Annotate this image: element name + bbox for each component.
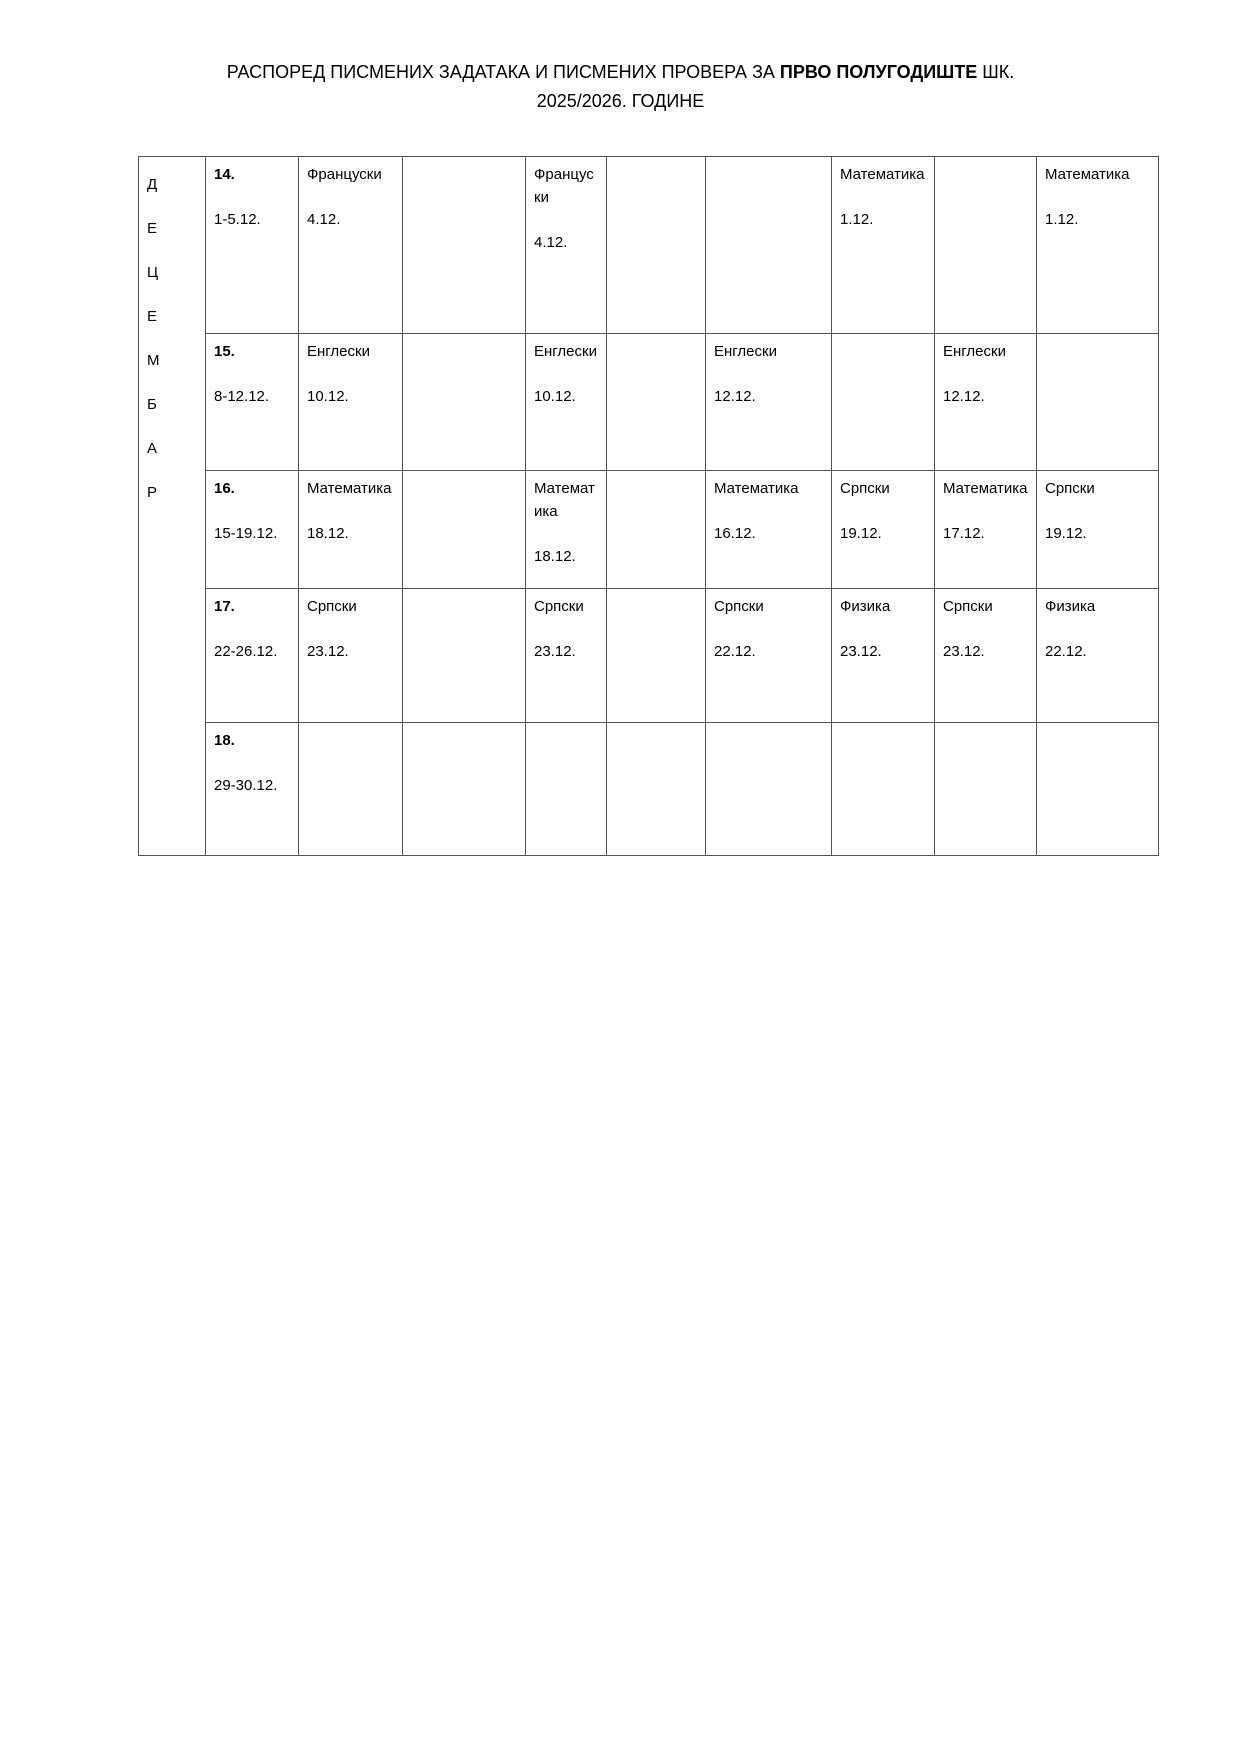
subject-label [1045, 340, 1150, 363]
title-prefix: РАСПОРЕД ПИСМЕНИХ ЗАДАТАКА И ПИСМЕНИХ ПРОВЕРА ЗА [226, 62, 780, 82]
schedule-table [138, 156, 1159, 856]
schedule-cell [832, 334, 935, 471]
subject-label: Математика [1045, 166, 1130, 183]
schedule-cell [706, 589, 832, 723]
schedule-cell [299, 589, 403, 723]
schedule-cell [299, 471, 403, 589]
subject-label [307, 729, 394, 752]
week-range: 15-19.12. [214, 525, 278, 542]
schedule-cell [607, 334, 706, 471]
date-label: 22.12. [714, 643, 756, 660]
month-letter: Д [147, 176, 158, 193]
schedule-cell [935, 471, 1037, 589]
subject-label [1045, 729, 1150, 752]
schedule-cell [935, 723, 1037, 856]
page-title [0, 58, 1241, 116]
date-label: 22.12. [1045, 643, 1087, 660]
month-letter: Е [147, 220, 158, 237]
schedule-cell [299, 157, 403, 334]
title-bold-segment: ПРВО ПОЛУГОДИШТЕ [779, 62, 978, 82]
subject-label: Математика [943, 480, 1028, 497]
date-label: 1.12. [1045, 211, 1079, 228]
subject-label [411, 595, 517, 618]
schedule-cell [706, 334, 832, 471]
subject-label [411, 340, 517, 363]
subject-label [615, 729, 697, 752]
date-label: 18.12. [307, 525, 349, 542]
week-range: 1-5.12. [214, 211, 261, 228]
subject-label: Енглески [943, 343, 1006, 360]
subject-label [943, 163, 1028, 186]
schedule-cell [1037, 723, 1159, 856]
week-number: 15. [214, 343, 235, 360]
month-letter: Р [147, 484, 158, 501]
title-suffix: ШК. [977, 62, 1015, 82]
schedule-cell [935, 334, 1037, 471]
month-letter: М [147, 352, 160, 369]
subject-label: Физика [840, 598, 891, 615]
month-letter: А [147, 440, 158, 457]
subject-label: Математика [840, 166, 925, 183]
subject-label: Српски [307, 598, 357, 615]
subject-label: Математика [307, 480, 392, 497]
date-label: 12.12. [943, 388, 985, 405]
schedule-cell [526, 471, 607, 589]
page-title-line1 [0, 58, 1241, 87]
week-range: 8-12.12. [214, 388, 270, 405]
schedule-cell [706, 471, 832, 589]
month-letter: Ц [147, 264, 159, 281]
schedule-cell [299, 723, 403, 856]
subject-label [943, 729, 1028, 752]
schedule-cell [832, 471, 935, 589]
subject-label: Енглески [534, 343, 597, 360]
subject-label: Српски [943, 598, 993, 615]
week-number: 14. [214, 166, 235, 183]
subject-label: Српски [534, 598, 584, 615]
schedule-cell [1037, 471, 1159, 589]
subject-label [615, 340, 697, 363]
date-label: 17.12. [943, 525, 985, 542]
table-row [139, 334, 1159, 471]
schedule-cell [526, 334, 607, 471]
table-row [139, 589, 1159, 723]
schedule-cell [1037, 334, 1159, 471]
week-cell [206, 471, 299, 589]
week-cell [206, 334, 299, 471]
subject-label [534, 729, 598, 752]
subject-label: Српски [840, 480, 890, 497]
date-label: 18.12. [534, 548, 576, 565]
month-cell [139, 157, 206, 856]
date-label: 23.12. [307, 643, 349, 660]
schedule-cell [526, 157, 607, 334]
subject-label [714, 163, 823, 186]
schedule-cell [607, 157, 706, 334]
date-label: 12.12. [714, 388, 756, 405]
schedule-cell [403, 589, 526, 723]
subject-label: Физика [1045, 598, 1096, 615]
date-label: 16.12. [714, 525, 756, 542]
schedule-cell [607, 723, 706, 856]
subject-label: Француски [307, 166, 382, 183]
date-label: 19.12. [1045, 525, 1087, 542]
subject-label [411, 729, 517, 752]
subject-label: Математика [714, 480, 799, 497]
week-range: 22-26.12. [214, 643, 278, 660]
schedule-cell [607, 471, 706, 589]
date-label: 10.12. [534, 388, 576, 405]
schedule-cell [832, 589, 935, 723]
subject-label: Српски [1045, 480, 1095, 497]
subject-label: Француски [534, 166, 594, 206]
table-row [139, 157, 1159, 334]
schedule-cell [607, 589, 706, 723]
page-title-line2: 2025/2026. ГОДИНЕ [536, 91, 705, 111]
schedule-cell [403, 471, 526, 589]
subject-label: Математика [534, 480, 595, 520]
schedule-cell [832, 157, 935, 334]
schedule-cell [935, 157, 1037, 334]
month-letter: Е [147, 308, 158, 325]
schedule-cell [526, 589, 607, 723]
date-label: 1.12. [840, 211, 874, 228]
schedule-cell [706, 157, 832, 334]
table-row [139, 471, 1159, 589]
schedule-cell [1037, 157, 1159, 334]
schedule-cell [1037, 589, 1159, 723]
subject-label [714, 729, 823, 752]
subject-label: Српски [714, 598, 764, 615]
week-cell [206, 723, 299, 856]
month-letter: Б [147, 396, 157, 413]
schedule-cell [403, 157, 526, 334]
subject-label: Енглески [307, 343, 370, 360]
week-number: 18. [214, 732, 235, 749]
date-label: 23.12. [943, 643, 985, 660]
date-label: 4.12. [307, 211, 341, 228]
schedule-cell [403, 334, 526, 471]
schedule-cell [706, 723, 832, 856]
subject-label: Енглески [714, 343, 777, 360]
table-row [139, 723, 1159, 856]
week-cell [206, 589, 299, 723]
schedule-cell [403, 723, 526, 856]
subject-label [840, 340, 926, 363]
date-label: 10.12. [307, 388, 349, 405]
week-number: 16. [214, 480, 235, 497]
week-range: 29-30.12. [214, 777, 278, 794]
subject-label [840, 729, 926, 752]
schedule-cell [935, 589, 1037, 723]
date-label: 4.12. [534, 234, 568, 251]
schedule-cell [526, 723, 607, 856]
date-label: 23.12. [840, 643, 882, 660]
subject-label [411, 477, 517, 500]
week-number: 17. [214, 598, 235, 615]
week-cell [206, 157, 299, 334]
date-label: 23.12. [534, 643, 576, 660]
date-label: 19.12. [840, 525, 882, 542]
schedule-cell [832, 723, 935, 856]
subject-label [615, 477, 697, 500]
subject-label [615, 595, 697, 618]
schedule-cell [299, 334, 403, 471]
subject-label [411, 163, 517, 186]
subject-label [615, 163, 697, 186]
